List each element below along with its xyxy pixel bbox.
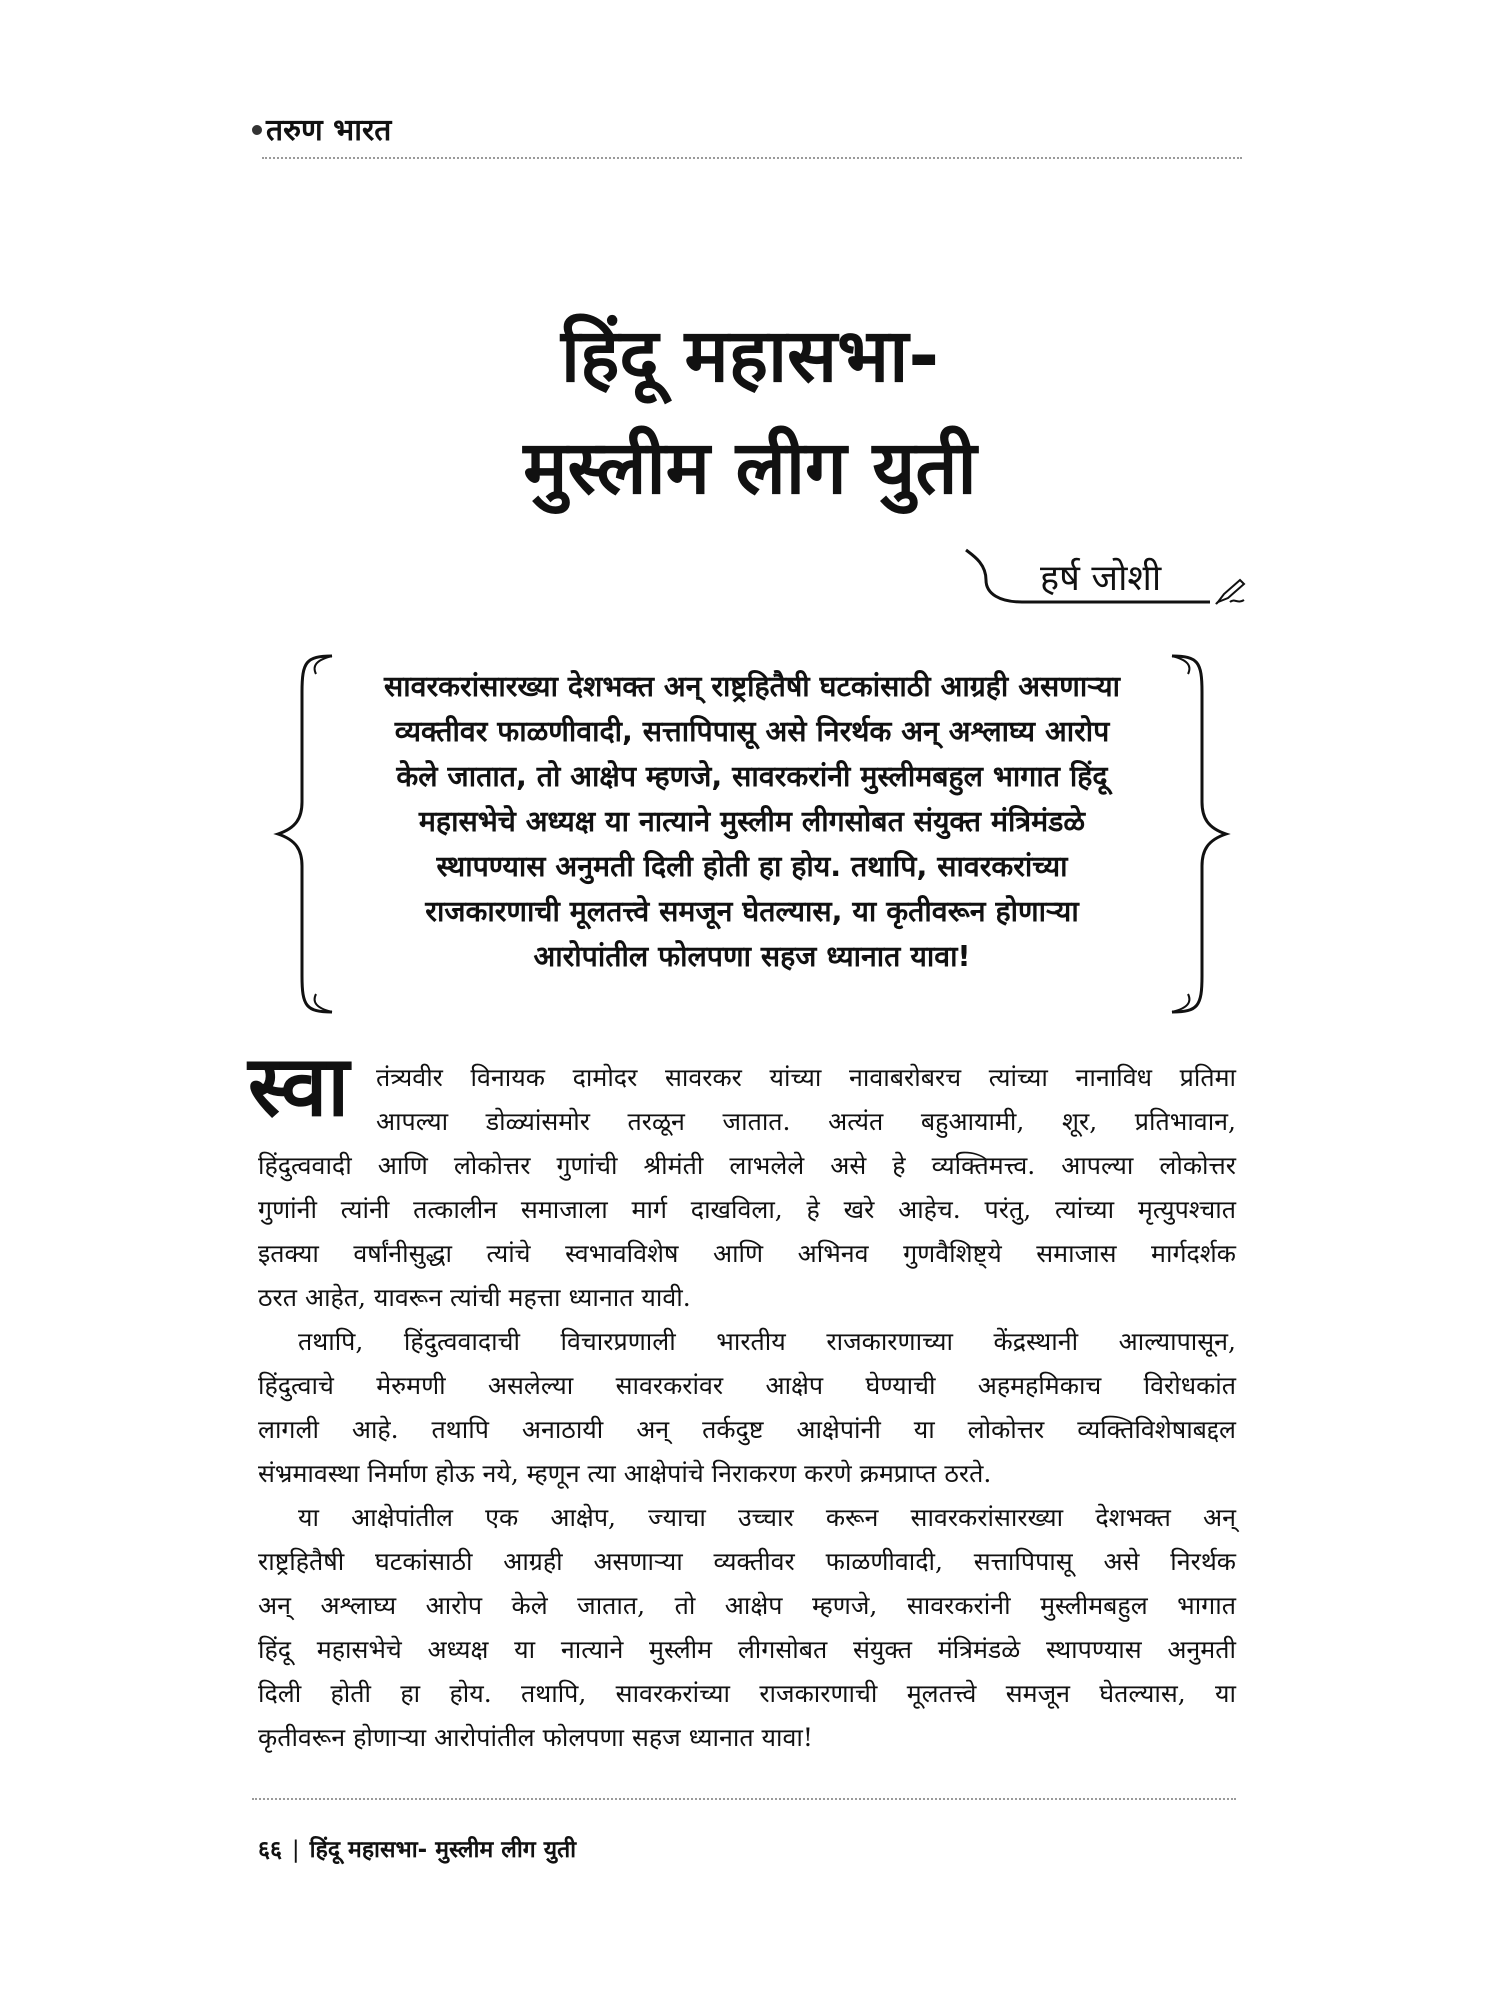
footer-divider: [252, 1798, 1236, 1800]
logo-mark-icon: [252, 125, 262, 135]
paragraph-2: [258, 1320, 1236, 1496]
body-line: कृतीवरून होणाऱ्या आरोपांतील फोलपणा सहज ध्यानात यावा!: [258, 1723, 813, 1752]
paragraph-1: [258, 1056, 1236, 1320]
body-line: तंत्र्यवीर विनायक दामोदर सावरकर यांच्या नावाबरोबरच त्यांच्या नानाविध प्रतिमा: [376, 1063, 1236, 1092]
pen-icon: [1214, 576, 1248, 606]
drop-cap: स्वा: [248, 1037, 350, 1135]
article-title-line-2: मुस्लीम लीग युती: [523, 425, 977, 511]
paragraph-3: [258, 1496, 1236, 1760]
body-line: या आक्षेपांतील एक आक्षेप, ज्याचा उच्चार करून सावरकरांसारख्या देशभक्त अन्: [298, 1503, 1236, 1532]
running-title: हिंदू महासभा- मुस्लीम लीग युती: [309, 1837, 577, 1863]
author-name: हर्ष जोशी: [1040, 558, 1162, 599]
body-line: इतक्या वर्षांनीसुद्धा त्यांचे स्वभावविशेष आणि अभिनव गुणवैशिष्ट्ये समाजास मार्गदर्शक: [258, 1239, 1236, 1268]
body-line: ठरत आहेत, यावरून त्यांची महत्ता ध्यानात यावी.: [258, 1283, 691, 1312]
pull-quote-line: स्थापण्यास अनुमती दिली होती हा होय. तथापि, सावरकरांच्या: [436, 850, 1068, 883]
body-line: अन् अश्लाघ्य आरोप केले जातात, तो आक्षेप म्हणजे, सावरकरांनी मुस्लीमबहुल भागात: [258, 1591, 1236, 1620]
body-line: राष्ट्रहितैषी घटकांसाठी आग्रही असणाऱ्या व्यक्तीवर फाळणीवादी, सत्तापिपासू असे निरर्थक: [258, 1547, 1236, 1576]
pull-quote-text: [312, 664, 1192, 979]
pull-quote-line: केले जातात, तो आक्षेप म्हणजे, सावरकरांनी मुस्लीमबहुल भागात हिंदू: [396, 760, 1108, 793]
body-line: हिंदुत्वाचे मेरुमणी असलेल्या सावरकरांवर आक्षेप घेण्याची अहमहमिकाच विरोधकांत: [258, 1371, 1236, 1400]
page-footer: [258, 1832, 576, 1864]
body-line: हिंदुत्ववादी आणि लोकोत्तर गुणांची श्रीमंती लाभलेले असे हे व्यक्तिमत्त्व. आपल्या लोकोत्तर: [258, 1151, 1236, 1180]
pull-quote-line: महासभेचे अध्यक्ष या नात्याने मुस्लीम लीगसोबत संयुक्त मंत्रिमंडळे: [418, 805, 1086, 838]
footer-separator: |: [291, 1837, 300, 1863]
header-divider: [262, 157, 1242, 159]
body-line: गुणांनी त्यांनी तत्कालीन समाजाला मार्ग दाखविला, हे खरे आहेच. परंतु, त्यांच्या मृत्युपश्चात: [258, 1195, 1236, 1224]
pull-quote-line: राजकारणाची मूलतत्त्वे समजून घेतल्यास, या कृतीवरून होणाऱ्या: [425, 895, 1079, 928]
body-line: हिंदू महासभेचे अध्यक्ष या नात्याने मुस्लीम लीगसोबत संयुक्त मंत्रिमंडळे स्थापण्यास अनुमती: [258, 1635, 1236, 1664]
body-line: आपल्या डोळ्यांसमोर तरळून जातात. अत्यंत बहुआयामी, शूर, प्रतिभावान,: [376, 1107, 1236, 1136]
article-title-line-1: हिंदू महासभा-: [560, 313, 940, 399]
article-title: [300, 300, 1200, 524]
body-line: संभ्रमावस्था निर्माण होऊ नये, म्हणून त्या आक्षेपांचे निराकरण करणे क्रमप्राप्त ठरते.: [258, 1459, 992, 1488]
body-line: लागली आहे. तथापि अनाठायी अन् तर्कदुष्ट आक्षेपांनी या लोकोत्तर व्यक्तिविशेषाबद्दल: [258, 1415, 1236, 1444]
pull-quote-line: सावरकरांसारख्या देशभक्त अन् राष्ट्रहितैषी घटकांसाठी आग्रही असणाऱ्या: [384, 670, 1120, 703]
pull-quote-line: व्यक्तीवर फाळणीवादी, सत्तापिपासू असे निरर्थक अन् अश्लाघ्य आरोप: [394, 715, 1110, 748]
body-line: तथापि, हिंदुत्ववादाची विचारप्रणाली भारतीय राजकारणाच्या केंद्रस्थानी आल्यापासून,: [298, 1327, 1236, 1356]
pull-quote-line: आरोपांतील फोलपणा सहज ध्यानात यावा!: [533, 940, 971, 973]
masthead-logo-text: तरुण भारत: [266, 113, 392, 148]
masthead-logo: [252, 108, 391, 149]
body-line: दिली होती हा होय. तथापि, सावरकरांच्या राजकारणाची मूलतत्त्वे समजून घेतल्यास, या: [258, 1679, 1236, 1708]
byline: [960, 546, 1250, 610]
article-body: [258, 1056, 1236, 1760]
pull-quote: [272, 652, 1232, 1016]
page-number: ६६: [258, 1837, 282, 1863]
